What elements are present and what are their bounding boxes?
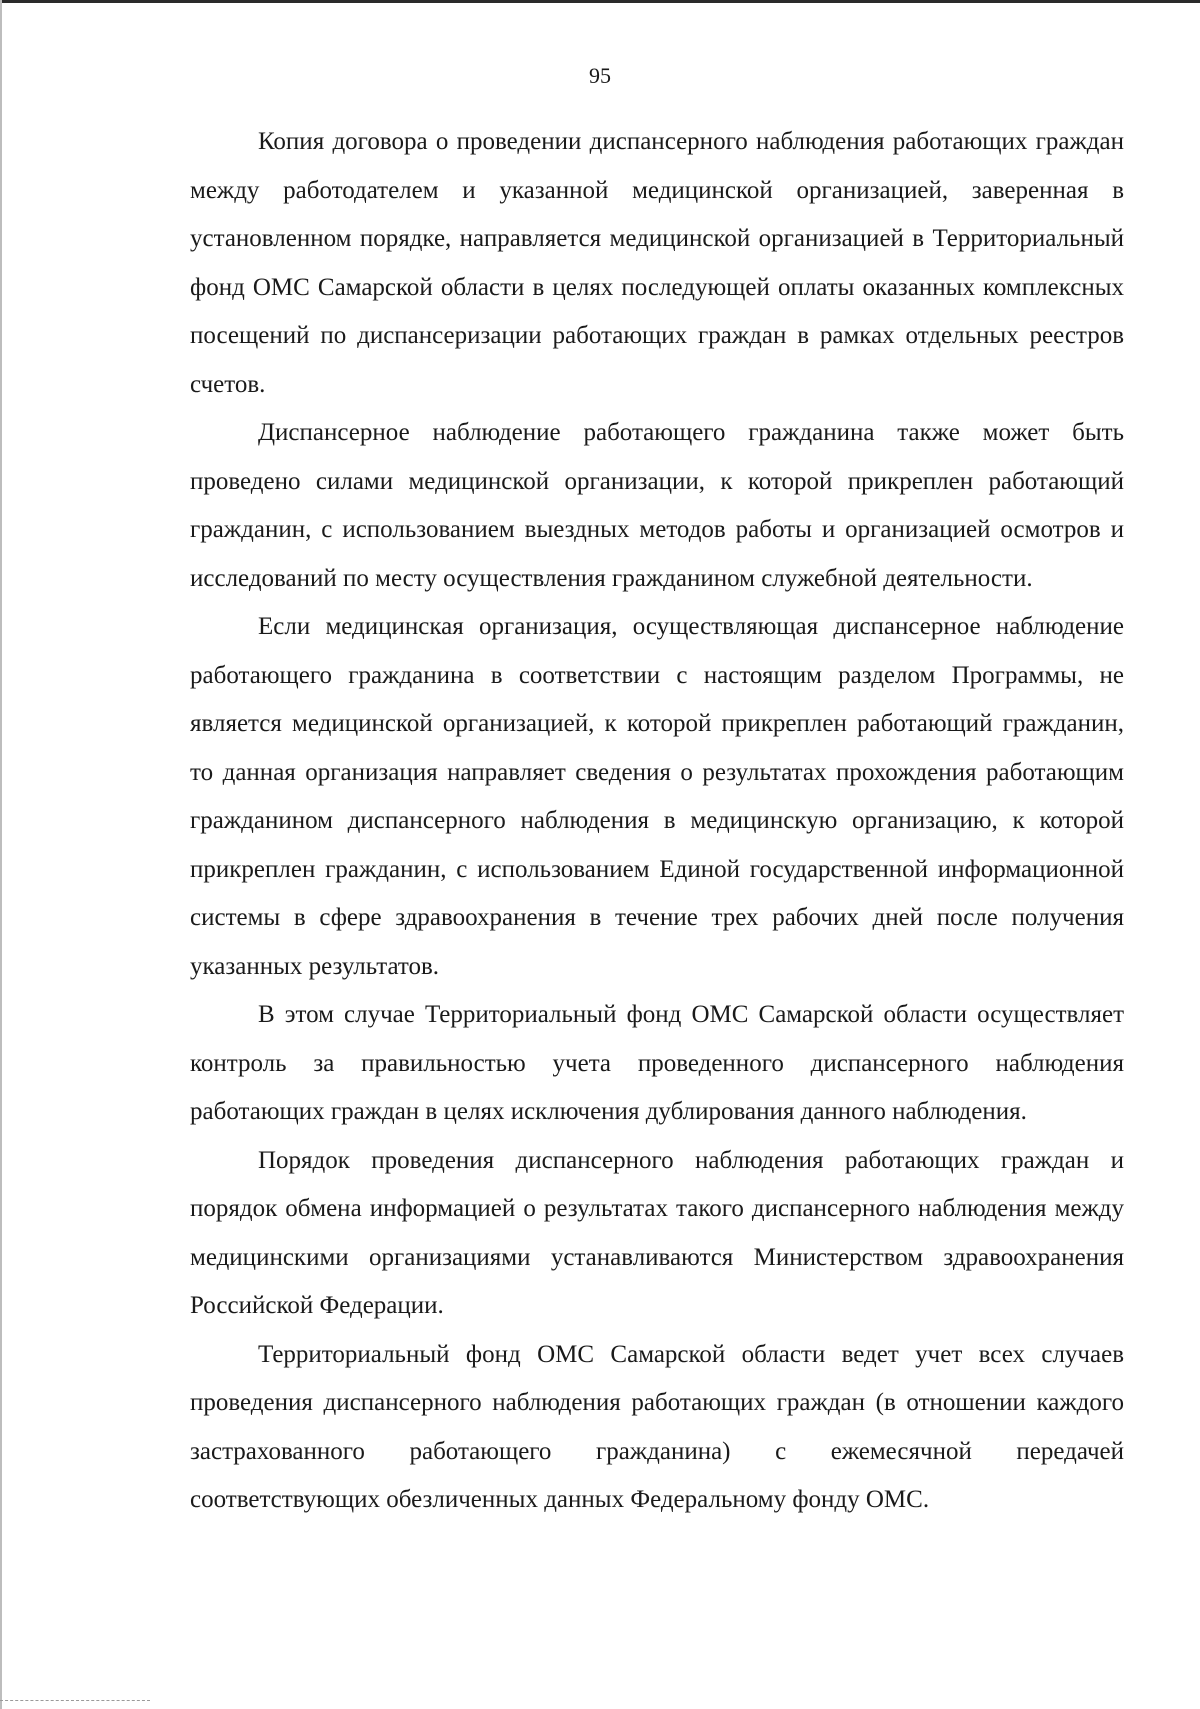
paragraph-results-transfer: Если медицинская организация, осуществляющая диспансерное наблюдение работающего гражданина в соответствии с настоящим разделом Программы, не является медицинской организацией, к которой прикреплен работающий гражданин, то данная организация направляет сведения о результатах прохождения работающим гражданином диспансерного наблюдения в медицинскую организацию, к которой прикреплен гражданин, с использованием Единой государственной информационной системы в сфере здравоохранения в течение трех рабочих дней после получения указанных результатов. [190, 613, 1124, 980]
page-number: 95 [589, 63, 611, 88]
scan-top-edge [0, 0, 1200, 3]
paragraph-on-site-observation: Диспансерное наблюдение работающего гражданина также может быть проведено силами медицинской организации, к которой прикреплен работающий гражданин, с использованием выездных методов работы и организацией осмотров и исследований по месту осуществления гражданином служебной деятельности. [190, 419, 1124, 592]
paragraph-fund-accounting: Территориальный фонд ОМС Самарской области ведет учет всех случаев проведения диспансерного наблюдения работающих граждан (в отношении каждого застрахованного работающего гражданина) с ежемесячной передачей соответствующих обезличенных данных Федеральному фонду ОМС. [190, 1340, 1124, 1513]
document-body [190, 118, 1124, 1525]
paragraph-fund-control: В этом случае Территориальный фонд ОМС Самарской области осуществляет контроль за правильностью учета проведенного диспансерного наблюдения работающих граждан в целях исключения дублирования данного наблюдения. [190, 1001, 1124, 1125]
scan-bottom-edge [0, 1700, 150, 1702]
paragraph-procedure: Порядок проведения диспансерного наблюдения работающих граждан и порядок обмена информацией о результатах такого диспансерного наблюдения между медицинскими организациями устанавливаются Министерством здравоохранения Российской Федерации. [190, 1146, 1124, 1319]
scan-left-edge [0, 0, 2, 1709]
paragraph-contract-copy: Копия договора о проведении диспансерного наблюдения работающих граждан между работодателем и указанной медицинской организацией, заверенная в установленном порядке, направляется медицинской организацией в Территориальный фонд ОМС Самарской области в целях последующей оплаты оказанных комплексных посещений по диспансеризации работающих граждан в рамках отдельных реестров счетов. [190, 128, 1124, 398]
